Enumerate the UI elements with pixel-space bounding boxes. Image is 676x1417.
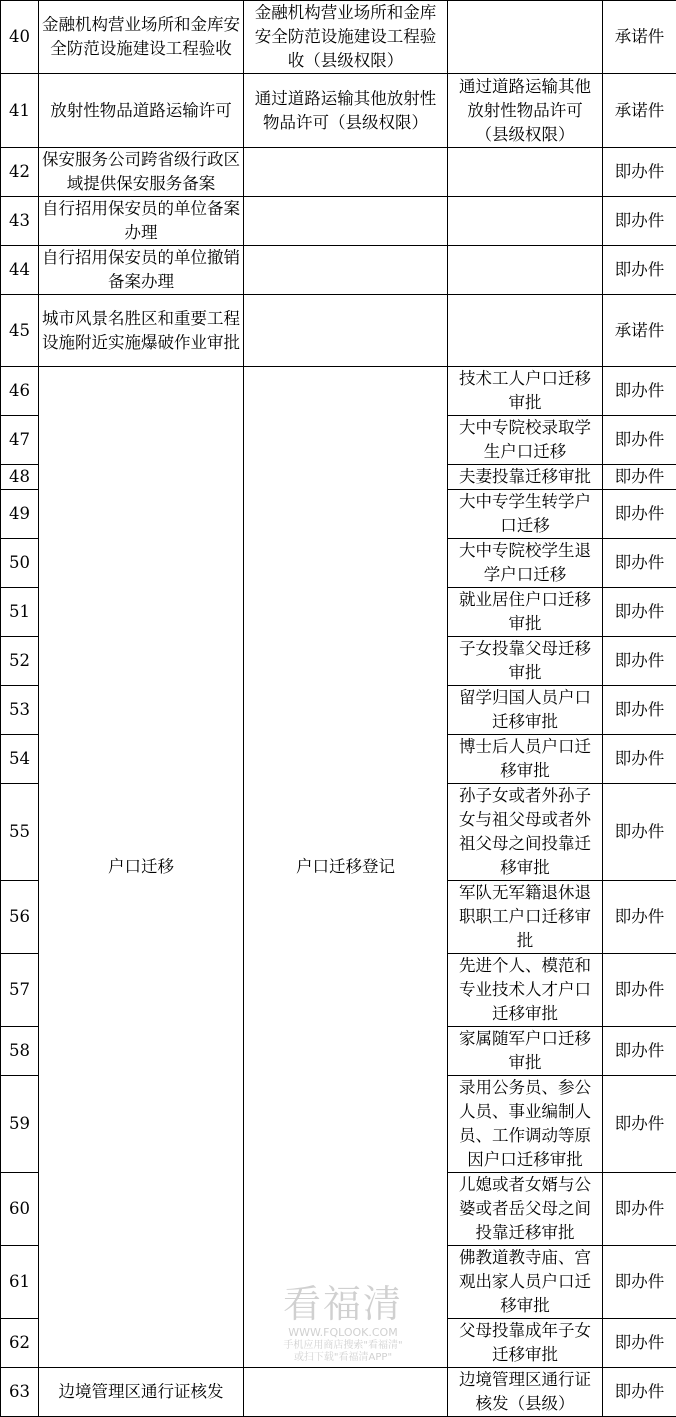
watermark-line: 或扫下载"看福清APP" [268, 1352, 418, 1364]
handling-type: 即办件 [603, 1246, 676, 1319]
detail-name: 先进个人、模范和专业技术人才户口迁移审批 [448, 954, 603, 1027]
handling-type: 即办件 [603, 367, 676, 416]
row-number: 42 [1, 148, 39, 197]
detail-name: 儿媳或者女婿与公婆或者岳父母之间投靠迁移审批 [448, 1173, 603, 1246]
table-row [1, 74, 676, 148]
row-number: 46 [1, 367, 39, 416]
row-number: 45 [1, 295, 39, 367]
detail-name: 通过道路运输其他放射性物品许可（县级权限） [448, 74, 603, 148]
sub-item-name: 通过道路运输其他放射性物品许可（县级权限） [244, 74, 448, 148]
row-number: 43 [1, 197, 39, 246]
row-number: 60 [1, 1173, 39, 1246]
row-number: 54 [1, 735, 39, 784]
watermark-logo: 看福清 [268, 1282, 418, 1326]
watermark-url: WWW.FQLOOK.COM [268, 1326, 418, 1340]
handling-type: 承诺件 [603, 1, 676, 74]
detail-name: 就业居住户口迁移审批 [448, 588, 603, 637]
detail-name [448, 246, 603, 295]
row-number: 41 [1, 74, 39, 148]
detail-name: 军队无军籍退休退职职工户口迁移审批 [448, 881, 603, 954]
handling-type: 即办件 [603, 1076, 676, 1173]
row-number: 62 [1, 1319, 39, 1368]
detail-name: 父母投靠成年子女迁移审批 [448, 1319, 603, 1368]
handling-type: 承诺件 [603, 74, 676, 148]
handling-type: 即办件 [603, 539, 676, 588]
row-number: 58 [1, 1027, 39, 1076]
table-row [1, 367, 676, 416]
detail-name: 录用公务员、参公人员、事业编制人员、工作调动等原因户口迁移审批 [448, 1076, 603, 1173]
detail-name: 大中专院校学生退学户口迁移 [448, 539, 603, 588]
row-number: 47 [1, 416, 39, 465]
row-number: 52 [1, 637, 39, 686]
item-name: 金融机构营业场所和金库安全防范设施建设工程验收 [39, 1, 244, 74]
row-number: 55 [1, 784, 39, 881]
detail-name: 技术工人户口迁移审批 [448, 367, 603, 416]
handling-type: 即办件 [603, 735, 676, 784]
sub-item-name [244, 295, 448, 367]
detail-name: 子女投靠父母迁移审批 [448, 637, 603, 686]
detail-name: 大中专院校录取学生户口迁移 [448, 416, 603, 465]
detail-name: 边境管理区通行证核发（县级） [448, 1368, 603, 1417]
detail-name: 博士后人员户口迁移审批 [448, 735, 603, 784]
handling-type: 即办件 [603, 1173, 676, 1246]
row-number: 40 [1, 1, 39, 74]
detail-name [448, 197, 603, 246]
sub-item-name [244, 197, 448, 246]
table-row [1, 295, 676, 367]
sub-item-name [244, 1368, 448, 1417]
row-number: 50 [1, 539, 39, 588]
row-number: 49 [1, 490, 39, 539]
table-row [1, 148, 676, 197]
handling-type: 即办件 [603, 954, 676, 1027]
detail-name [448, 295, 603, 367]
sub-item-name [244, 246, 448, 295]
table-row [1, 1368, 676, 1417]
handling-type: 即办件 [603, 1368, 676, 1417]
handling-type: 即办件 [603, 246, 676, 295]
item-name-merged: 户口迁移 [39, 367, 244, 1368]
row-number: 56 [1, 881, 39, 954]
handling-type: 即办件 [603, 1319, 676, 1368]
table-row [1, 246, 676, 295]
item-name: 保安服务公司跨省级行政区域提供保安服务备案 [39, 148, 244, 197]
row-number: 44 [1, 246, 39, 295]
watermark-line: 手机应用商店搜索"看福清" [268, 1340, 418, 1352]
row-number: 61 [1, 1246, 39, 1319]
row-number: 57 [1, 954, 39, 1027]
detail-name: 大中专学生转学户口迁移 [448, 490, 603, 539]
row-number: 63 [1, 1368, 39, 1417]
detail-name: 孙子女或者外孙子女与祖父母或者外祖父母之间投靠迁移审批 [448, 784, 603, 881]
table-row [1, 1, 676, 74]
handling-type: 即办件 [603, 465, 676, 490]
detail-name: 佛教道教寺庙、宫观出家人员户口迁移审批 [448, 1246, 603, 1319]
handling-type: 即办件 [603, 588, 676, 637]
handling-type: 即办件 [603, 686, 676, 735]
sub-item-name: 金融机构营业场所和金库安全防范设施建设工程验收（县级权限） [244, 1, 448, 74]
handling-type: 即办件 [603, 197, 676, 246]
handling-type: 即办件 [603, 784, 676, 881]
item-name: 放射性物品道路运输许可 [39, 74, 244, 148]
detail-name: 夫妻投靠迁移审批 [448, 465, 603, 490]
table-row [1, 197, 676, 246]
detail-name [448, 148, 603, 197]
detail-name [448, 1, 603, 74]
handling-type: 即办件 [603, 490, 676, 539]
sub-item-name [244, 148, 448, 197]
item-name: 自行招用保安员的单位撤销备案办理 [39, 246, 244, 295]
handling-type: 即办件 [603, 148, 676, 197]
row-number: 53 [1, 686, 39, 735]
row-number: 51 [1, 588, 39, 637]
handling-type: 承诺件 [603, 295, 676, 367]
handling-type: 即办件 [603, 881, 676, 954]
row-number: 48 [1, 465, 39, 490]
item-name: 自行招用保安员的单位备案办理 [39, 197, 244, 246]
detail-name: 家属随军户口迁移审批 [448, 1027, 603, 1076]
row-number: 59 [1, 1076, 39, 1173]
handling-type: 即办件 [603, 416, 676, 465]
item-name: 城市风景名胜区和重要工程设施附近实施爆破作业审批 [39, 295, 244, 367]
handling-type: 即办件 [603, 1027, 676, 1076]
handling-type: 即办件 [603, 637, 676, 686]
item-name: 边境管理区通行证核发 [39, 1368, 244, 1417]
sub-item-name-merged: 户口迁移登记 [244, 367, 448, 1368]
detail-name: 留学归国人员户口迁移审批 [448, 686, 603, 735]
